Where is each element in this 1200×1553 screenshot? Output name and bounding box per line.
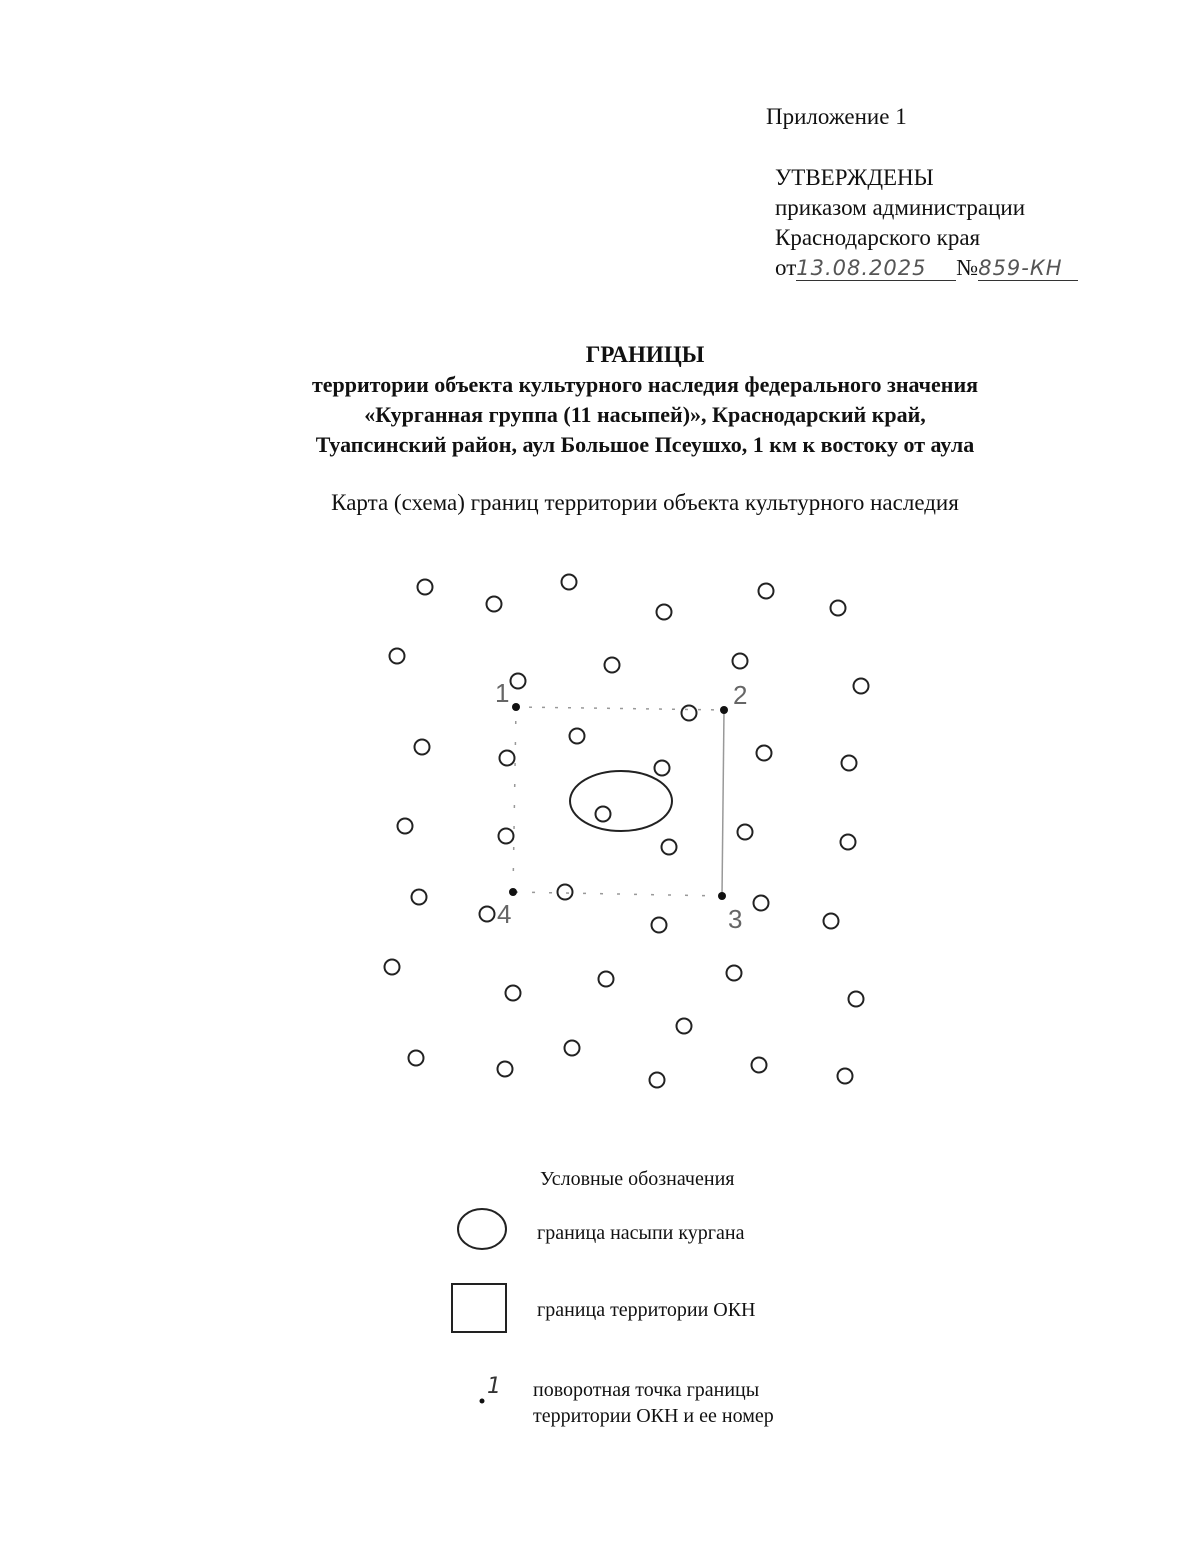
point-label-2: 2 [733,680,748,710]
map-subtitle: Карта (схема) границ территории объекта культурного наследия [331,490,959,515]
pattern-circle [738,825,753,840]
turning-point [512,703,520,711]
pattern-circle [854,679,869,694]
title-line-1: территории объекта культурного наследия федерального значения [311,372,979,397]
pattern-circle [558,885,573,900]
number-value: 859-КН [978,256,1078,281]
object-outline [570,771,672,831]
date-prefix: от [775,255,797,280]
pattern-circle [499,829,514,844]
pattern-circle [390,649,405,664]
pattern-circle [849,992,864,1007]
pattern-circle [418,580,433,595]
pattern-circle [733,654,748,669]
pattern-circle [652,918,667,933]
turning-point [509,888,517,896]
legend-mound-text: граница насыпи кургана [537,1222,745,1244]
boundary-edge [722,710,724,896]
turning-points [509,703,728,900]
pattern-circle [412,890,427,905]
approved-label: УТВЕРЖДЕНЫ [775,165,934,190]
pattern-circle [657,605,672,620]
pattern-circle [662,840,677,855]
pattern-circle [757,746,772,761]
point-label-4: 4 [497,899,512,929]
mound-legend-icon [458,1209,506,1249]
appendix-label: Приложение 1 [766,104,907,129]
pattern-circle [655,761,670,776]
pattern-circle [511,674,526,689]
pattern-circle [596,807,611,822]
pattern-circle [842,756,857,771]
pattern-circle [562,575,577,590]
legend-title: Условные обозначения [540,1168,735,1190]
number-prefix: № [956,255,979,280]
pattern-circle [759,584,774,599]
territory-boundary [513,707,724,896]
pattern-circle [599,972,614,987]
boundary-map [0,540,1200,1120]
pattern-circle [385,960,400,975]
pattern-circle [838,1069,853,1084]
pattern-circle [831,601,846,616]
pattern-circle [824,914,839,929]
territory-legend-icon [452,1284,506,1332]
pattern-circle [605,658,620,673]
point-label-3: 3 [728,904,743,934]
pattern-circle [650,1073,665,1088]
approval-block [775,163,1078,283]
pattern-circle [480,907,495,922]
turning-point [720,706,728,714]
legend-point-text [533,1377,774,1429]
point-legend-number: 1 [487,1374,501,1399]
title-line-3: Туапсинский район, аул Большое Псеушхо, 1 км к востоку от аула [315,432,975,457]
pattern-circle [415,740,430,755]
pattern-circle [398,819,413,834]
point-label-1: 1 [495,678,510,708]
boundary-edge [513,892,722,896]
pattern-circle [565,1041,580,1056]
approval-date-line [775,253,1078,283]
pattern-circle [409,1051,424,1066]
boundary-edge [513,707,516,892]
pattern-circle [500,751,515,766]
pattern-circle [727,966,742,981]
pattern-circle [570,729,585,744]
pattern-circle [752,1058,767,1073]
legend-point-line-1: поворотная точка границы [533,1379,760,1401]
pattern-circle [841,835,856,850]
pattern-circle [677,1019,692,1034]
pattern-circle [506,986,521,1001]
pattern-circle [498,1062,513,1077]
title-main: ГРАНИЦЫ [585,342,705,367]
date-value: 13.08.2025 [796,256,956,281]
legend-territory-text: граница территории ОКН [537,1299,756,1321]
legend-point-line-2: территории ОКН и ее номер [533,1405,774,1427]
pattern-circle [754,896,769,911]
turning-point [718,892,726,900]
approved-region-line: Краснодарского края [775,225,981,250]
document-title [150,340,1140,460]
point-legend-icon [480,1399,485,1404]
approved-by-line: приказом администрации [775,195,1026,220]
pattern-circle [487,597,502,612]
pattern-circle [682,706,697,721]
title-line-2: «Курганная группа (11 насыпей)», Краснодарский край, [364,402,926,427]
